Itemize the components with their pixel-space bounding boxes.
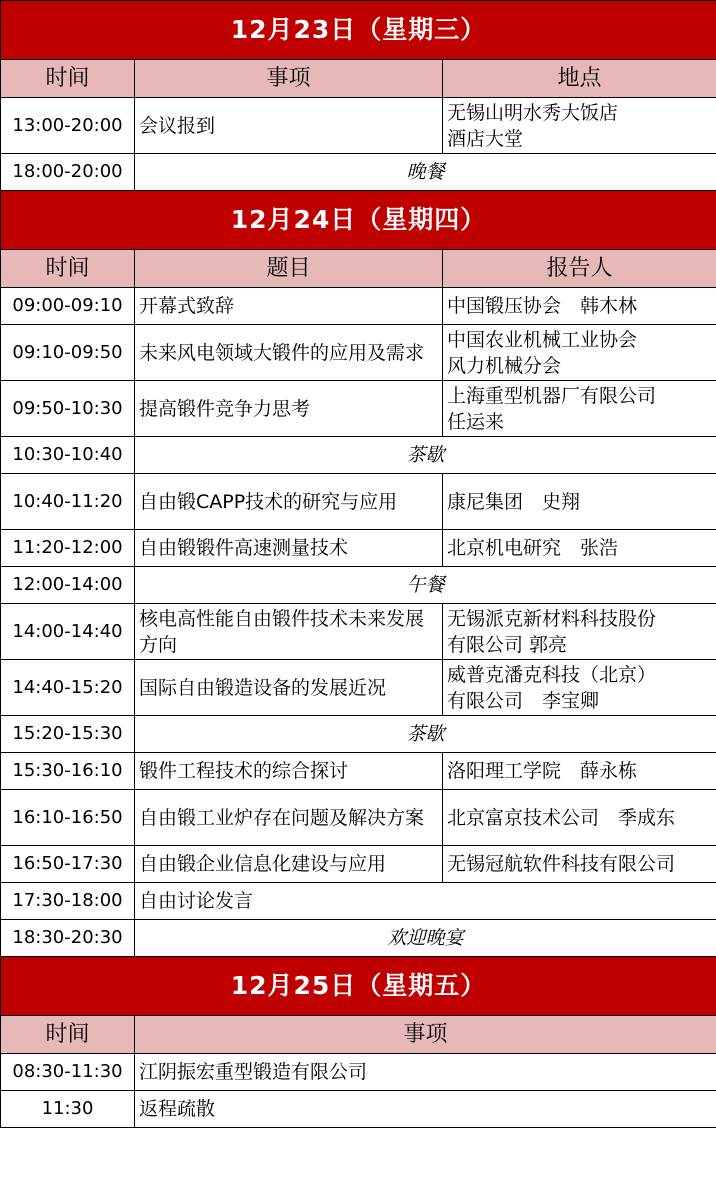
topic-cell: 开幕式致辞 [135,288,443,325]
speaker-cell: 中国农业机械工业协会 风力机械分会 [443,325,716,381]
header-row [1,60,716,98]
item-cell: 会议报到 [135,98,443,154]
topic-cell: 提高锻件竞争力思考 [135,381,443,437]
time-cell: 18:30-20:30 [1,920,135,957]
table-row [1,753,716,790]
speaker-cell: 无锡冠航软件科技有限公司 [443,846,716,883]
table-row [1,325,716,381]
speaker-cell: 中国锻压协会 韩木林 [443,288,716,325]
item-cell: 返程疏散 [135,1091,716,1128]
table-row [1,790,716,846]
topic-cell: 未来风电领域大锻件的应用及需求 [135,325,443,381]
table-row [1,288,716,325]
topic-cell: 自由锻CAPP技术的研究与应用 [135,474,443,530]
table-row [1,660,716,716]
speaker-cell: 威普克潘克科技（北京） 有限公司 李宝卿 [443,660,716,716]
speaker-cell: 北京富京技术公司 季成东 [443,790,716,846]
column-header: 地点 [443,60,716,98]
table-row [1,716,716,753]
topic-cell: 核电高性能自由锻件技术未来发展方向 [135,604,443,660]
table-row [1,846,716,883]
column-header: 报告人 [443,250,716,288]
topic-cell: 国际自由锻造设备的发展近况 [135,660,443,716]
time-cell: 08:30-11:30 [1,1054,135,1091]
break-cell: 午餐 [135,567,716,604]
column-header: 事项 [135,60,443,98]
day-title-row [1,191,716,250]
table-row [1,883,716,920]
day-title: 12月23日（星期三） [1,1,716,60]
topic-cell: 自由锻企业信息化建设与应用 [135,846,443,883]
time-cell: 16:10-16:50 [1,790,135,846]
day-title: 12月24日（星期四） [1,191,716,250]
item-cell: 江阴振宏重型锻造有限公司 [135,1054,716,1091]
table-row [1,381,716,437]
day-title-row [1,1,716,60]
header-row [1,1016,716,1054]
time-cell: 16:50-17:30 [1,846,135,883]
break-cell: 晚餐 [135,154,716,191]
time-cell: 10:40-11:20 [1,474,135,530]
speaker-cell: 洛阳理工学院 薛永栋 [443,753,716,790]
table-row [1,1054,716,1091]
table-row [1,1091,716,1128]
table-row [1,920,716,957]
time-cell: 14:00-14:40 [1,604,135,660]
speaker-cell: 上海重型机器厂有限公司 任运来 [443,381,716,437]
column-header: 时间 [1,1016,135,1054]
time-cell: 11:20-12:00 [1,530,135,567]
day-title-row [1,957,716,1016]
time-cell: 09:10-09:50 [1,325,135,381]
time-cell: 09:00-09:10 [1,288,135,325]
topic-cell: 自由讨论发言 [135,883,716,920]
table-row [1,154,716,191]
column-header: 事项 [135,1016,716,1054]
speaker-cell: 北京机电研究 张浩 [443,530,716,567]
column-header: 题目 [135,250,443,288]
day-title: 12月25日（星期五） [1,957,716,1016]
time-cell: 12:00-14:00 [1,567,135,604]
table-row [1,604,716,660]
speaker-cell: 康尼集团 史翔 [443,474,716,530]
column-header: 时间 [1,250,135,288]
topic-cell: 自由锻锻件高速测量技术 [135,530,443,567]
break-cell: 茶歇 [135,716,716,753]
header-row [1,250,716,288]
break-cell: 茶歇 [135,437,716,474]
break-cell: 欢迎晚宴 [135,920,716,957]
table-row [1,567,716,604]
table-row [1,98,716,154]
time-cell: 09:50-10:30 [1,381,135,437]
time-cell: 13:00-20:00 [1,98,135,154]
place-cell: 无锡山明水秀大饭店 酒店大堂 [443,98,716,154]
time-cell: 15:30-16:10 [1,753,135,790]
time-cell: 14:40-15:20 [1,660,135,716]
topic-cell: 自由锻工业炉存在问题及解决方案 [135,790,443,846]
speaker-cell: 无锡派克新材料科技股份 有限公司 郭亮 [443,604,716,660]
time-cell: 11:30 [1,1091,135,1128]
table-row [1,474,716,530]
column-header: 时间 [1,60,135,98]
table-row [1,437,716,474]
time-cell: 10:30-10:40 [1,437,135,474]
table-row [1,530,716,567]
topic-cell: 锻件工程技术的综合探讨 [135,753,443,790]
time-cell: 15:20-15:30 [1,716,135,753]
time-cell: 17:30-18:00 [1,883,135,920]
time-cell: 18:00-20:00 [1,154,135,191]
